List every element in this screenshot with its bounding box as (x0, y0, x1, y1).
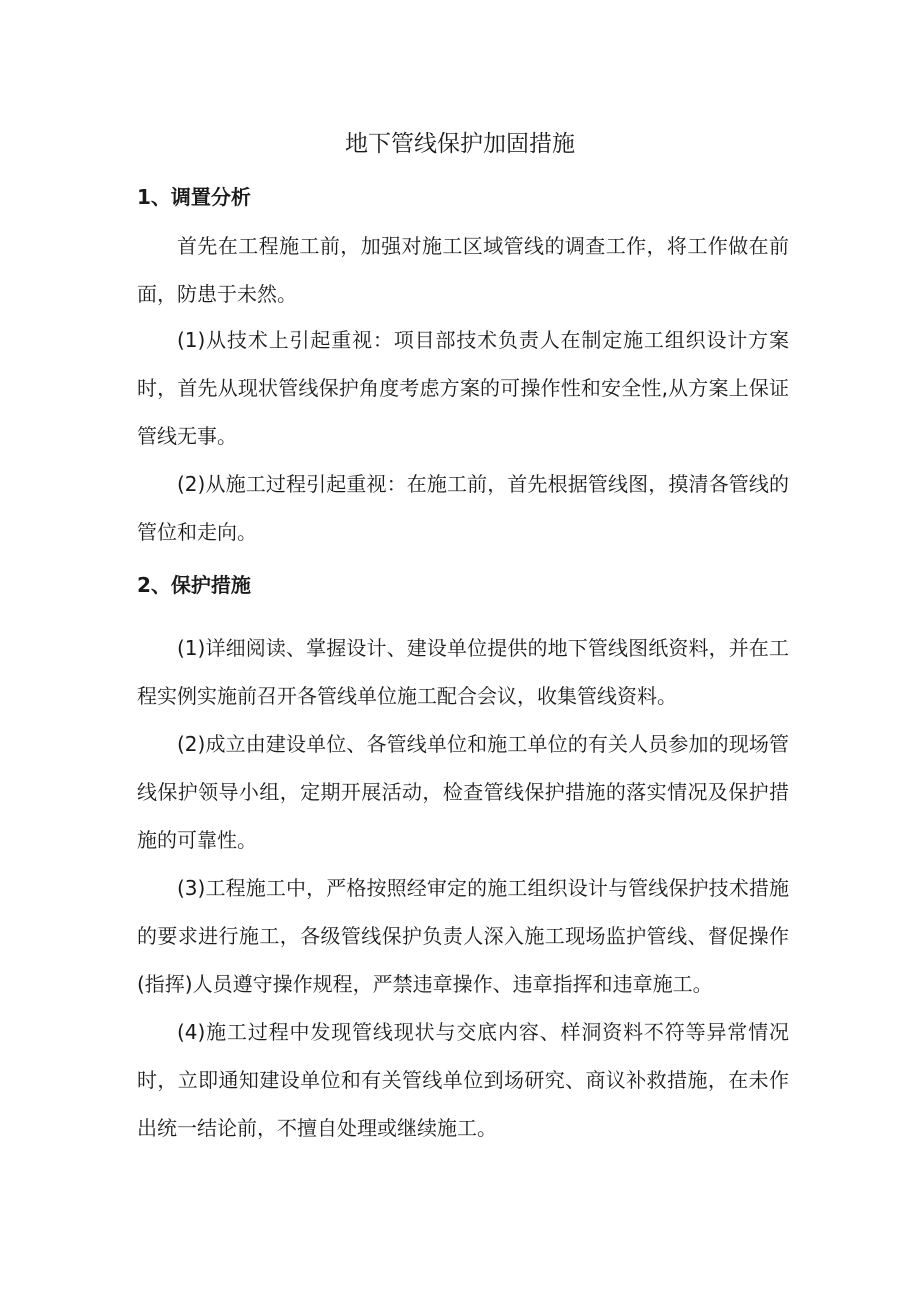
paragraph-measure-4: (4)施工过程中发现管线现状与交底内容、样洞资料不符等异常情况时，立即通知建设单位和有关管线单位到场研究、商议补救措施，在未作出统一结论前，不擅自处理或继续施工。 (137, 1020, 789, 1140)
document-title: 地下管线保护加固措施 (345, 131, 575, 157)
paragraph-measure-3: (3)工程施工中，严格按照经审定的施工组织设计与管线保护技术措施的要求进行施工，各级管线保护负责人深入施工现场监护管线、督促操作(指挥)人员遵守操作规程，严禁违章操作、违章指挥和违章施工。 (137, 876, 789, 996)
paragraph-measure-1: (1)详细阅读、掌握设计、建设单位提供的地下管线图纸资料，并在工程实例实施前召开各管线单位施工配合会议，收集管线资料。 (137, 636, 789, 708)
paragraph-intro: 首先在工程施工前，加强对施工区域管线的调查工作，将工作做在前面，防患于未然。 (137, 234, 789, 306)
paragraph-process: (2)从施工过程引起重视：在施工前，首先根据管线图，摸清各管线的管位和走向。 (137, 472, 789, 544)
paragraph-measure-2: (2)成立由建设单位、各管线单位和施工单位的有关人员参加的现场管线保护领导小组，定期开展活动，检查管线保护措施的落实情况及保护措施的可靠性。 (137, 732, 789, 852)
section-heading-analysis: 1、调置分析 (137, 185, 251, 209)
paragraph-technical: (1)从技术上引起重视：项目部技术负责人在制定施工组织设计方案时，首先从现状管线保护角度考虑方案的可操作性和安全性,从方案上保证管线无事。 (137, 328, 789, 448)
section-heading-measures: 2、保护措施 (137, 573, 251, 597)
